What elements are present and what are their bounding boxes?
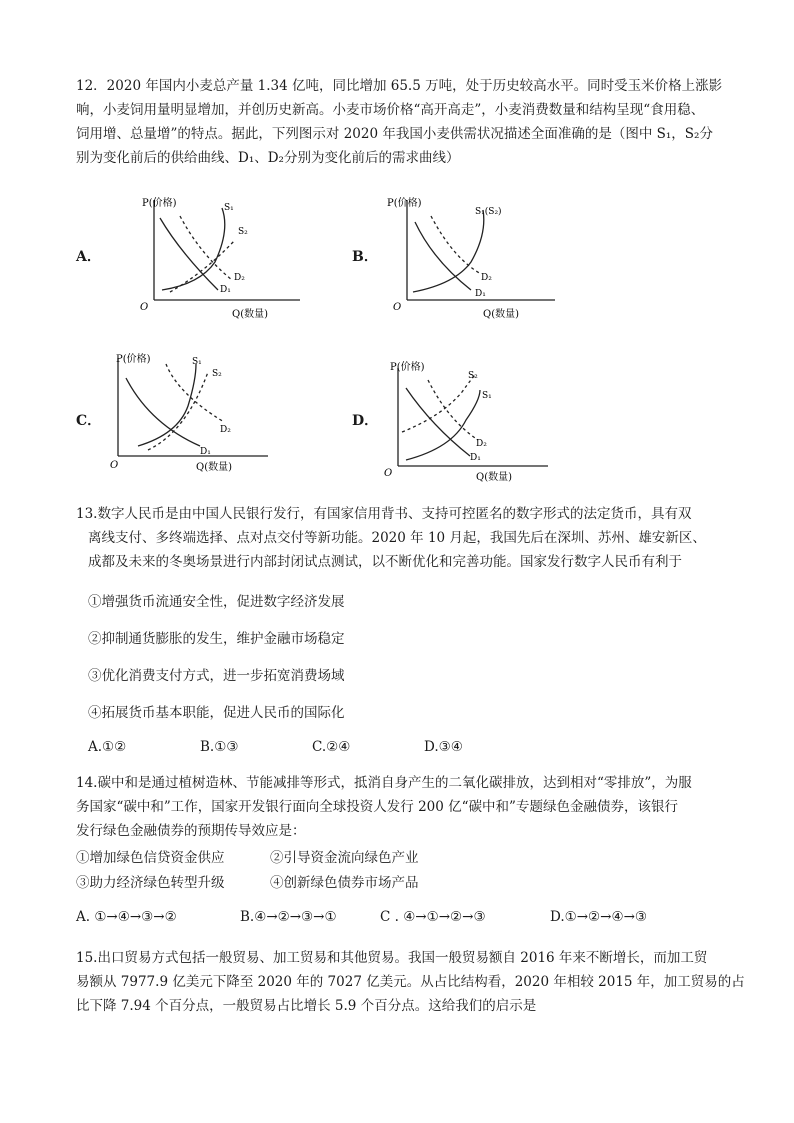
origin-label: O [140, 302, 149, 313]
q13-option-b[interactable]: B.①③ [200, 739, 239, 755]
q14-statement: ②引导资金流向绿色产业 [270, 850, 419, 866]
chart-c [108, 350, 308, 478]
q14-option-d[interactable]: D.①→②→④→③ [550, 909, 647, 925]
d2-label: D₂ [481, 273, 492, 283]
q12-line: 别为变化前后的供给曲线、D₁、D₂分别为变化前后的需求曲线） [76, 150, 460, 166]
x-axis-label: Q(数量) [232, 309, 269, 320]
d1-curve [160, 218, 218, 290]
q13-statement: ④拓展货币基本职能，促进人民币的国际化 [88, 705, 345, 721]
q14-statement: ①增加绿色信贷资金供应 [76, 850, 225, 866]
q13-statement: ②抑制通货膨胀的发生，维护金融市场稳定 [88, 631, 345, 647]
q13-line: 离线支付、多终端选择、点对点交付等新功能。2020 年 10 月起，我国先后在深圳、苏州、雄安新区、 [88, 530, 706, 546]
q14-statement: ③助力经济绿色转型升级 [76, 875, 225, 891]
option-b-label: B． [352, 249, 378, 265]
q15-line: 比下降 7.94 个百分点，一般贸易占比增长 5.9 个百分点。这给我们的启示是 [76, 998, 537, 1014]
d1-curve [415, 222, 471, 290]
question-13 [76, 502, 726, 574]
s1-label: S₁ [192, 357, 202, 367]
s1-label: S₁ [482, 391, 492, 401]
x-axis-label: Q(数量) [476, 472, 513, 483]
question-15 [76, 946, 745, 1018]
q14-option-b[interactable]: B.④→②→③→① [240, 909, 337, 925]
origin-label: O [110, 460, 119, 471]
chart-d [372, 356, 572, 484]
x-axis-label: Q(数量) [196, 462, 233, 473]
q14-statement: ④创新绿色债券市场产品 [270, 875, 419, 891]
origin-label: O [384, 468, 393, 479]
origin-label: O [393, 302, 402, 313]
s-label: S₁(S₂) [475, 207, 502, 217]
q13-line: 13.数字人民币是由中国人民银行发行，有国家信用背书、支持可控匿名的数字形式的法定货币，具有双 [76, 506, 692, 522]
d2-curve [431, 216, 481, 274]
option-c-label: C． [76, 413, 102, 429]
d2-label: D₂ [476, 439, 487, 449]
q14-option-a[interactable]: A. ①→④→③→② [76, 909, 177, 925]
q13-statement: ①增强货币流通安全性，促进数字经济发展 [88, 594, 345, 610]
d2-curve [428, 380, 478, 440]
q12-line: 响，小麦饲用量明显增加，并创历史新高。小麦市场价格“高开高走”，小麦消费数量和结构呈现“食用稳、 [76, 102, 705, 118]
q13-statement: ③优化消费支付方式，进一步拓宽消费场域 [88, 668, 345, 684]
q13-option-a[interactable]: A.①② [88, 739, 127, 755]
y-axis-label: P(价格) [116, 354, 151, 365]
d2-label: D₂ [234, 273, 245, 283]
y-axis-label: P(价格) [387, 198, 422, 209]
x-axis-label: Q(数量) [483, 309, 520, 320]
q14-line: 14.碳中和是通过植树造林、节能减排等形式，抵消自身产生的二氧化碳排放，达到相对“零排放”，为服 [76, 775, 692, 791]
q14-line: 发行绿色金融债券的预期传导效应是： [76, 823, 306, 839]
s1-curve [138, 364, 196, 446]
y-axis-label: P(价格) [390, 362, 425, 373]
question-12 [76, 74, 726, 170]
q15-line: 15.出口贸易方式包括一般贸易、加工贸易和其他贸易。我国一般贸易额自 2016 年来不断增长，而加工贸 [76, 950, 708, 966]
d2-label: D₂ [220, 425, 231, 435]
s1-curve [162, 208, 225, 290]
q15-line: 易额从 7977.9 亿美元下降至 2020 年的 7027 亿美元。从占比结构看，2020 年相较 2015 年，加工贸易的占 [76, 974, 745, 990]
d1-label: D₁ [470, 453, 481, 463]
q14-option-c[interactable]: C . ④→①→②→③ [380, 909, 486, 925]
option-a-label: A． [76, 249, 101, 265]
q14-line: 务国家“碳中和”工作，国家开发银行面向全球投资人发行 200 亿“碳中和”专题绿色金融债券，该银行 [76, 799, 678, 815]
d1-label: D₁ [475, 289, 486, 299]
s1-label: S₁ [224, 203, 234, 213]
chart-b [375, 192, 575, 320]
s2-label: S₂ [212, 369, 222, 379]
question-14 [76, 771, 726, 843]
s2-label: S₂ [468, 371, 478, 381]
y-axis-label: P(价格) [142, 198, 177, 209]
chart-a [120, 192, 320, 320]
q13-option-d[interactable]: D.③④ [424, 739, 463, 755]
q13-line: 成都及未来的冬奥场景进行内部封闭试点测试，以不断优化和完善功能。国家发行数字人民币有利于 [88, 554, 682, 570]
q12-line: 饲用增、总量增”的特点。据此，下列图示对 2020 年我国小麦供需状况描述全面准确的是（图中 S₁，S₂分 [76, 126, 713, 142]
d1-label: D₁ [220, 285, 231, 295]
option-d-label: D． [352, 413, 379, 429]
q13-option-c[interactable]: C.②④ [312, 739, 351, 755]
d1-label: D₁ [200, 447, 211, 457]
s1-curve [406, 390, 480, 460]
s-curve [413, 210, 484, 292]
q12-line: 12．2020 年国内小麦总产量 1.34 亿吨，同比增加 65.5 万吨，处于历史较高水平。同时受玉米价格上涨影 [76, 78, 723, 94]
s2-label: S₂ [238, 227, 248, 237]
